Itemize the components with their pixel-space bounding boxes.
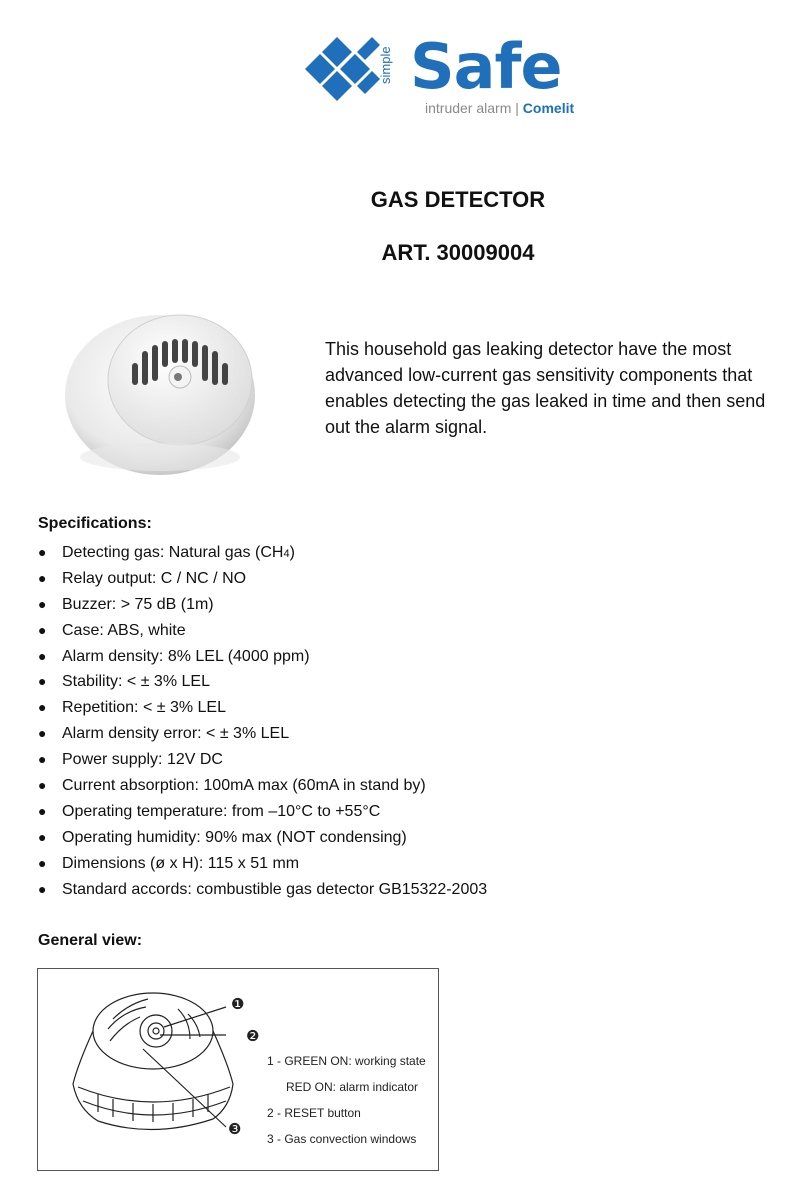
- bullet-icon: ●: [38, 544, 47, 560]
- spec-text: Alarm density error: < ± 3% LEL: [62, 725, 290, 743]
- bullet-icon: ●: [38, 751, 47, 768]
- spec-item: [38, 851, 487, 877]
- spec-text: Case: ABS, white: [62, 621, 186, 639]
- spec-item: [38, 540, 487, 566]
- spec-item: [38, 592, 487, 618]
- bullet-icon: ●: [38, 569, 47, 586]
- spec-text: Alarm density: 8% LEL (4000 ppm): [62, 647, 310, 665]
- page-title: GAS DETECTOR: [370, 187, 546, 212]
- spec-item: [38, 566, 487, 592]
- bullet-icon: ●: [38, 699, 47, 716]
- logo-brand: Comelit: [522, 100, 575, 116]
- spec-text: Dimensions (ø x H): 115 x 51 mm: [62, 854, 300, 872]
- spec-text: Operating humidity: 90% max (NOT condensing): [62, 828, 407, 846]
- logo-word: Safe: [410, 30, 562, 103]
- spec-item: [38, 825, 487, 851]
- spec-item: [38, 773, 487, 799]
- bullet-icon: ●: [38, 673, 47, 690]
- spec-text: Power supply: 12V DC: [62, 751, 223, 769]
- spec-text: Detecting gas: Natural gas (CH: [62, 544, 284, 561]
- marker-3-icon: ❸: [228, 1121, 242, 1138]
- spec-text: Relay output: C / NC / NO: [62, 569, 247, 587]
- intro-paragraph: This household gas leaking detector have the most advanced low-current gas sensitivity components that enables detecting the gas leaked in time and then send out the alarm signal.: [325, 339, 766, 437]
- logo-separator: |: [515, 100, 519, 116]
- spec-text: Current absorption: 100mA max (60mA in stand by): [62, 777, 426, 795]
- spec-text: Standard accords: combustible gas detector GB15322-2003: [62, 880, 488, 898]
- bullet-icon: ●: [38, 802, 47, 819]
- bullet-icon: ●: [38, 621, 47, 638]
- bullet-icon: ●: [38, 777, 47, 794]
- spec-item: [38, 799, 487, 825]
- spec-text-after: ): [289, 544, 295, 561]
- logo-subtitle: [425, 100, 574, 116]
- bullet-icon: ●: [38, 880, 47, 897]
- article-number: ART. 30009004: [381, 240, 535, 265]
- general-view-heading: General view:: [38, 932, 143, 949]
- bullet-icon: ●: [38, 725, 47, 742]
- logo-simple-text: simple: [378, 46, 393, 84]
- marker-1-icon: ❶: [231, 996, 245, 1013]
- spec-item: [38, 877, 487, 903]
- spec-text: Buzzer: > 75 dB (1m): [62, 595, 214, 613]
- spec-item: [38, 669, 487, 695]
- marker-2-icon: ❷: [246, 1028, 260, 1045]
- bullet-icon: ●: [38, 854, 47, 871]
- logo-subtitle-text: intruder alarm: [425, 100, 512, 116]
- spec-item: [38, 644, 487, 670]
- spec-item: [38, 721, 487, 747]
- spec-text: Repetition: < ± 3% LEL: [62, 699, 226, 717]
- legend-item-2: 2 - RESET button: [267, 1106, 361, 1120]
- specifications-heading: Specifications:: [38, 515, 152, 532]
- specifications-list: [38, 540, 487, 902]
- bullet-icon: ●: [38, 647, 47, 664]
- spec-text: Operating temperature: from –10°C to +55°C: [62, 802, 381, 820]
- legend-item-1: 1 - GREEN ON: working state: [267, 1054, 426, 1068]
- spec-item: [38, 695, 487, 721]
- spec-item: [38, 747, 487, 773]
- bullet-icon: ●: [38, 595, 47, 612]
- general-view-diagram: [37, 968, 439, 1171]
- spec-item: [38, 618, 487, 644]
- spec-text: Stability: < ± 3% LEL: [62, 673, 210, 691]
- legend-item-1b: RED ON: alarm indicator: [286, 1080, 419, 1094]
- bullet-icon: ●: [38, 828, 47, 845]
- legend-item-3: 3 - Gas convection windows: [267, 1132, 417, 1146]
- gas-detector-photo: [40, 285, 290, 485]
- spec-subscript: 4: [283, 548, 290, 560]
- comelit-simple-safe-logo: [300, 22, 620, 122]
